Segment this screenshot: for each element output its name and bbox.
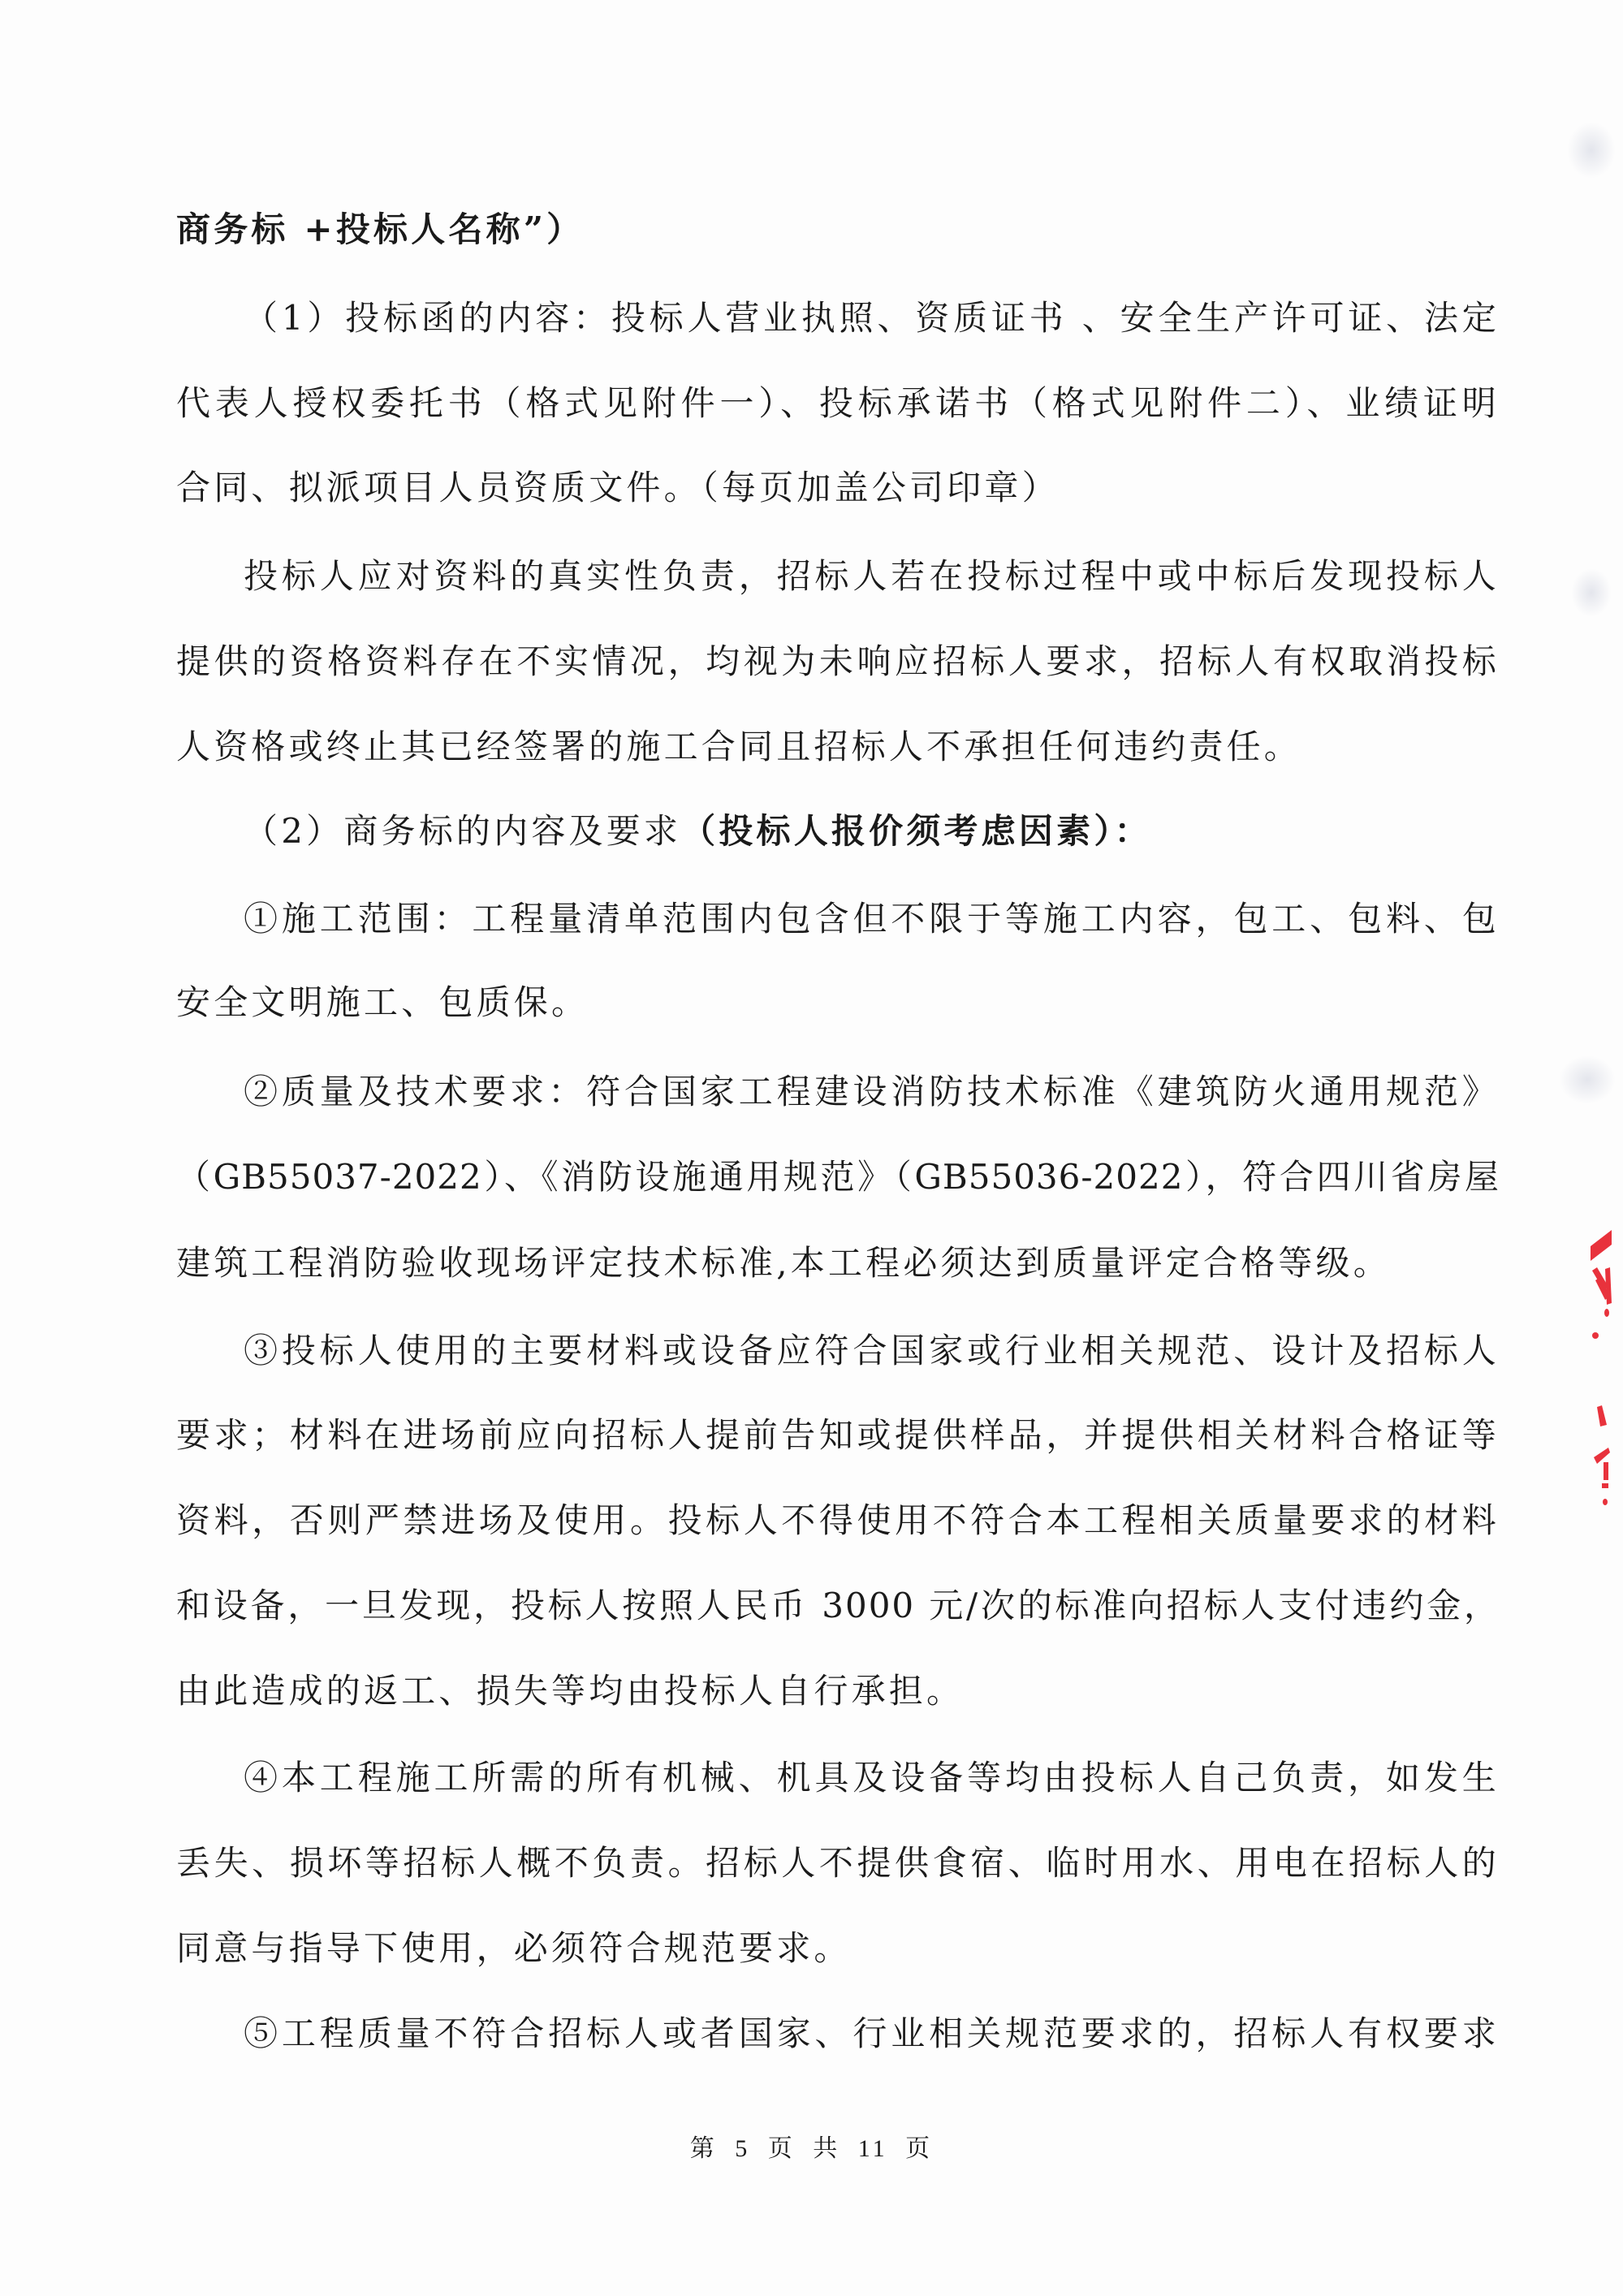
text-line [176, 1839, 1500, 1888]
text-line [176, 637, 1500, 686]
text-line-continuation-heading [176, 205, 1500, 254]
line-text: 和设备，一旦发现，投标人按照人民币 3000 元/次的标准向招标人支付违约金， [176, 1586, 1500, 1625]
page-number-footer: 第 5 页 共 11 页 [689, 2135, 934, 2162]
text-line [176, 464, 1500, 512]
line-text: ②质量及技术要求：符合国家工程建设消防技术标准《建筑防火通用规范》 [244, 1072, 1500, 1111]
text-line [176, 723, 1500, 771]
text-line-item-1-start [244, 294, 1500, 343]
text-line [176, 1239, 1500, 1288]
text-line-subitem-4 [244, 1754, 1500, 1802]
text-line [176, 1411, 1500, 1460]
scan-smudge [1559, 1055, 1616, 1104]
text-line-subitem-1 [244, 895, 1500, 943]
line-text: （GB55037-2022）、《消防设施通用规范》（GB55036-2022），符合四川省房屋 [176, 1157, 1500, 1197]
line-text: 提供的资格资料存在不实情况，均视为未响应招标人要求，招标人有权取消投标 [176, 641, 1500, 681]
text-line-paragraph-start [244, 552, 1500, 601]
line-text: 建筑工程消防验收现场评定技术标准,本工程必须达到质量评定合格等级。 [176, 1243, 1391, 1283]
text-line [176, 1153, 1500, 1202]
line-text: 丢失、损坏等招标人概不负责。招标人不提供食宿、临时用水、用电在招标人的 [176, 1843, 1500, 1883]
seal-stamp-fragment-icon [1587, 1222, 1620, 1514]
line-text: （1）投标函的内容：投标人营业执照、资质证书 、安全生产许可证、法定 [244, 298, 1500, 338]
line-text: 由此造成的返工、损失等均由投标人自行承担。 [176, 1671, 965, 1711]
text-line [176, 1667, 1500, 1716]
text-line [176, 978, 1500, 1027]
text-line-item-2-heading [244, 807, 1500, 856]
text-line [176, 379, 1500, 428]
line-text: 代表人授权委托书（格式见附件一）、投标承诺书（格式见附件二）、业绩证明 [176, 383, 1500, 423]
bold-note-text: （投标人报价须考虑因素）： [681, 811, 1152, 851]
scan-smudge [1567, 122, 1616, 179]
line-text: ①施工范围：工程量清单范围内包含但不限于等施工内容，包工、包料、包 [244, 899, 1500, 939]
line-text: 人资格或终止其已经签署的施工合同且招标人不承担任何违约责任。 [176, 727, 1302, 766]
line-text: 同意与指导下使用，必须符合规范要求。 [176, 1928, 852, 1968]
line-text: 资料，否则严禁进场及使用。投标人不得使用不符合本工程相关质量要求的材料 [176, 1500, 1500, 1540]
text-line-subitem-5 [244, 2009, 1500, 2058]
line-text: 投标人应对资料的真实性负责，招标人若在投标过程中或中标后发现投标人 [244, 556, 1500, 596]
line-text: ③投标人使用的主要材料或设备应符合国家或行业相关规范、设计及招标人 [244, 1331, 1500, 1370]
text-line [176, 1924, 1500, 1973]
line-text: 合同、拟派项目人员资质文件。（每页加盖公司印章） [176, 468, 1060, 507]
line-text: 安全文明施工、包质保。 [176, 982, 589, 1022]
line-text: ⑤工程质量不符合招标人或者国家、行业相关规范要求的，招标人有权要求 [244, 2013, 1500, 2053]
text-line [176, 1496, 1500, 1545]
line-text: （2）商务标的内容及要求 [244, 811, 682, 851]
text-line-subitem-3 [244, 1327, 1500, 1375]
line-text: 要求；材料在进场前应向招标人提前告知或提供样品，并提供相关材料合格证等 [176, 1415, 1500, 1455]
line-text: ④本工程施工所需的所有机械、机具及设备等均由投标人自己负责，如发生 [244, 1758, 1500, 1798]
text-line [176, 1582, 1500, 1630]
text-line-subitem-2 [244, 1068, 1500, 1116]
scan-smudge [1571, 568, 1612, 617]
bold-heading-text: 商务标 +投标人名称”） [176, 209, 585, 249]
